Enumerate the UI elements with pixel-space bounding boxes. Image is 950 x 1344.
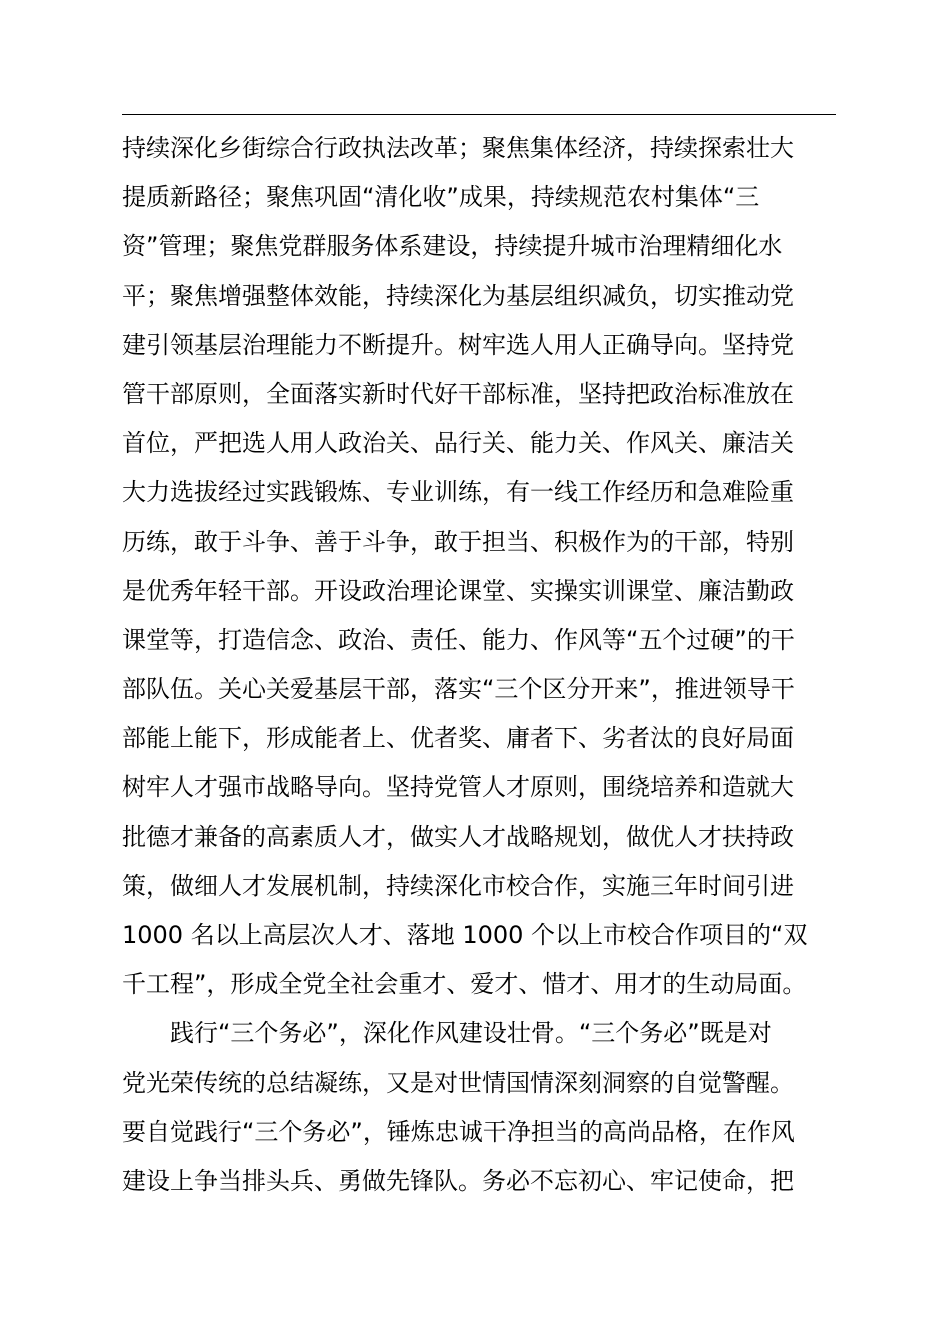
- text-line: 课堂等，打造信念、政治、责任、能力、作风等“五个过硬”的干: [122, 625, 795, 654]
- document-body: [122, 124, 836, 1206]
- text-line: 党光荣传统的总结凝练，又是对世情国情深刻洞察的自觉警醒。: [122, 1068, 794, 1097]
- text-line: 批德才兼备的高素质人才，做实人才战略规划，做优人才扶持政: [122, 822, 794, 851]
- text-line: 建设上争当排头兵、勇做先锋队。务必不忘初心、牢记使命，把: [122, 1166, 794, 1195]
- text-line: 大力选拔经过实践锻炼、专业训练，有一线工作经历和急难险重: [122, 478, 794, 507]
- text-line: 部能上能下，形成能者上、优者奖、庸者下、劣者汰的良好局面: [122, 724, 794, 753]
- text-line: 是优秀年轻干部。开设政治理论课堂、实操实训课堂、廉洁勤政: [122, 576, 794, 605]
- text-line: 树牢人才强市战略导向。坚持党管人才原则，围绕培养和造就大: [122, 773, 794, 802]
- text-line: 管干部原则，全面落实新时代好干部标准，坚持把政治标准放在: [122, 379, 794, 408]
- text-line: 千工程”，形成全党全社会重才、爱才、惜才、用才的生动局面。: [122, 970, 807, 999]
- text-line: 历练，敢于斗争、善于斗争，敢于担当、积极作为的干部，特别: [122, 527, 794, 556]
- text-line: 1000 名以上高层次人才、落地 1000 个以上市校合作项目的“双: [122, 921, 808, 949]
- text-line: 要自觉践行“三个务必”，锤炼忠诚干净担当的高尚品格，在作风: [122, 1117, 795, 1146]
- text-line: 建引领基层治理能力不断提升。树牢选人用人正确导向。坚持党: [122, 330, 794, 359]
- text-line: 持续深化乡街综合行政执法改革；聚焦集体经济，持续探索壮大: [122, 134, 794, 162]
- text-line: 资”管理；聚焦党群服务体系建设，持续提升城市治理精细化水: [122, 232, 783, 261]
- header-rule: [122, 114, 836, 115]
- text-line: 平；聚焦增强整体效能，持续深化为基层组织减负，切实推动党: [122, 281, 794, 310]
- text-line: 提质新路径；聚焦巩固“清化收”成果，持续规范农村集体“三: [122, 183, 760, 212]
- text-line: 首位，严把选人用人政治关、品行关、能力关、作风关、廉洁关: [122, 429, 794, 458]
- paragraph-first-line: 践行“三个务必”，深化作风建设壮骨。“三个务必”既是对: [170, 1019, 772, 1048]
- text-line: 部队伍。关心关爱基层干部，落实“三个区分开来”，推进领导干: [122, 675, 795, 704]
- text-line: 策，做细人才发展机制，持续深化市校合作，实施三年时间引进: [122, 871, 794, 900]
